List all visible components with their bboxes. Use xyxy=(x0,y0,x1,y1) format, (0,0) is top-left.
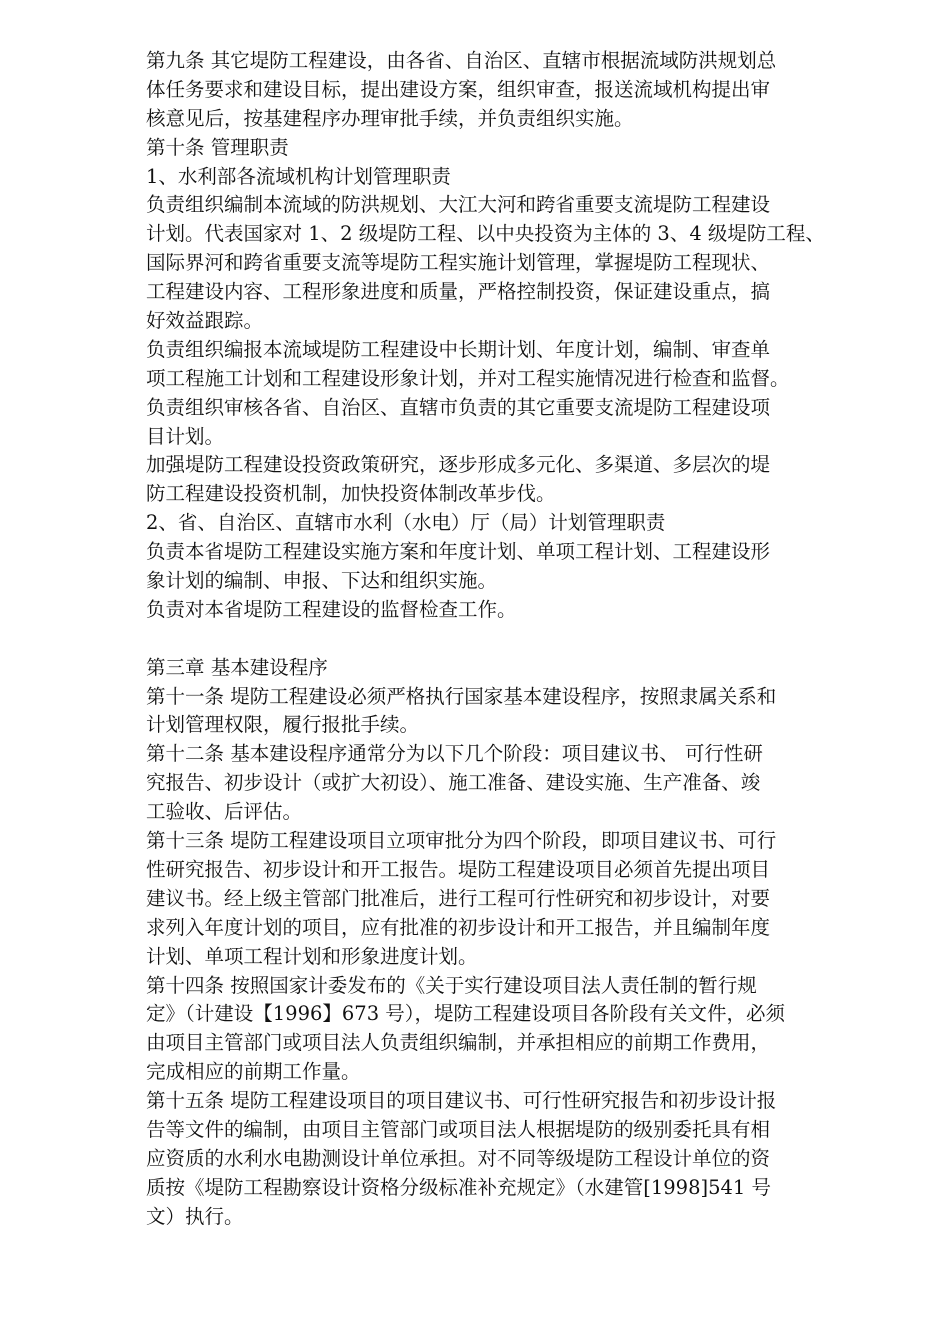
text-line: 究报告、初步设计（或扩大初设）、施工准备、建设实施、生产准备、竣 xyxy=(146,771,761,795)
text-line: 由项目主管部门或项目法人负责组织编制，并承担相应的前期工作费用， xyxy=(146,1031,771,1055)
text-line: 性研究报告、初步设计和开工报告。堤防工程建设项目必须首先提出项目 xyxy=(146,857,771,881)
text-line: 第九条 其它堤防工程建设，由各省、自治区、直辖市根据流域防洪规划总 xyxy=(146,49,777,72)
text-line: 第十四条 按照国家计委发布的《关于实行建设项目法人责任制的暂行规 xyxy=(146,973,757,997)
chapter-heading: 第三章 基本建设程序 xyxy=(146,655,328,679)
blank-line xyxy=(146,625,906,654)
text-line: 建议书。经上级主管部门批准后，进行工程可行性研究和初步设计，对要 xyxy=(146,886,771,910)
text-line: 国际界河和跨省重要支流等堤防工程实施计划管理，掌握堤防工程现状、 xyxy=(146,251,771,275)
text-line: 核意见后，按基建程序办理审批手续，并负责组织实施。 xyxy=(146,106,634,130)
text-line: 防工程建设投资机制，加快投资体制改革步伐。 xyxy=(146,482,556,506)
section-heading: 第十条 管理职责 xyxy=(146,135,289,159)
text-line: 工程建设内容、工程形象进度和质量，严格控制投资，保证建设重点，搞 xyxy=(146,280,771,304)
text-line: 文）执行。 xyxy=(146,1204,244,1228)
text-line: 第十三条 堤防工程建设项目立项审批分为四个阶段，即项目建议书、可行 xyxy=(146,829,777,853)
text-line: 完成相应的前期工作量。 xyxy=(146,1060,361,1084)
subsection-heading: 1、水利部各流域机构计划管理职责 xyxy=(146,164,451,188)
text-line: 计划管理权限，履行报批手续。 xyxy=(146,713,420,737)
text-line: 计划。代表国家对 1、2 级堤防工程、以中央投资为主体的 3、4 级堤防工程、 xyxy=(146,222,825,246)
text-line: 加强堤防工程建设投资政策研究，逐步形成多元化、多渠道、多层次的堤 xyxy=(146,453,771,477)
subsection-heading: 2、省、自治区、直辖市水利（水电）厅（局）计划管理职责 xyxy=(146,511,666,535)
text-line: 第十一条 堤防工程建设必须严格执行国家基本建设程序，按照隶属关系和 xyxy=(146,684,777,708)
text-line: 负责对本省堤防工程建设的监督检查工作。 xyxy=(146,597,517,621)
text-line: 工验收、后评估。 xyxy=(146,800,303,824)
text-line: 质按《堤防工程勘察设计资格分级标准补充规定》（水建管[1998]541 号 xyxy=(146,1175,772,1199)
text-line: 第十二条 基本建设程序通常分为以下几个阶段：项目建议书、 可行性研 xyxy=(146,742,763,766)
text-line: 定》（计建设【1996】673 号），堤防工程建设项目各阶段有关文件，必须 xyxy=(146,1002,786,1026)
text-line: 计划、单项工程计划和形象进度计划。 xyxy=(146,944,478,968)
text-line: 告等文件的编制，由项目主管部门或项目法人根据堤防的级别委托具有相 xyxy=(146,1117,771,1141)
text-line: 负责本省堤防工程建设实施方案和年度计划、单项工程计划、工程建设形 xyxy=(146,540,771,564)
text-line: 体任务要求和建设目标，提出建设方案，组织审查，报送流域机构提出审 xyxy=(146,77,771,101)
text-line: 负责组织编制本流域的防洪规划、大江大河和跨省重要支流堤防工程建设 xyxy=(146,193,771,217)
text-line: 负责组织编报本流域堤防工程建设中长期计划、年度计划，编制、审查单 xyxy=(146,337,771,361)
text-line: 负责组织审核各省、自治区、直辖市负责的其它重要支流堤防工程建设项 xyxy=(146,395,771,419)
text-line: 项工程施工计划和工程建设形象计划，并对工程实施情况进行检查和监督。 xyxy=(146,366,790,390)
text-line: 求列入年度计划的项目，应有批准的初步设计和开工报告，并且编制年度 xyxy=(146,915,771,939)
text-line: 好效益跟踪。 xyxy=(146,309,264,333)
text-line: 应资质的水利水电勘测设计单位承担。对不同等级堤防工程设计单位的资 xyxy=(146,1146,771,1170)
text-line: 目计划。 xyxy=(146,424,225,448)
text-line: 象计划的编制、申报、下达和组织实施。 xyxy=(146,569,498,593)
document-body xyxy=(146,47,906,1232)
text-line: 第十五条 堤防工程建设项目的项目建议书、可行性研究报告和初步设计报 xyxy=(146,1089,777,1113)
